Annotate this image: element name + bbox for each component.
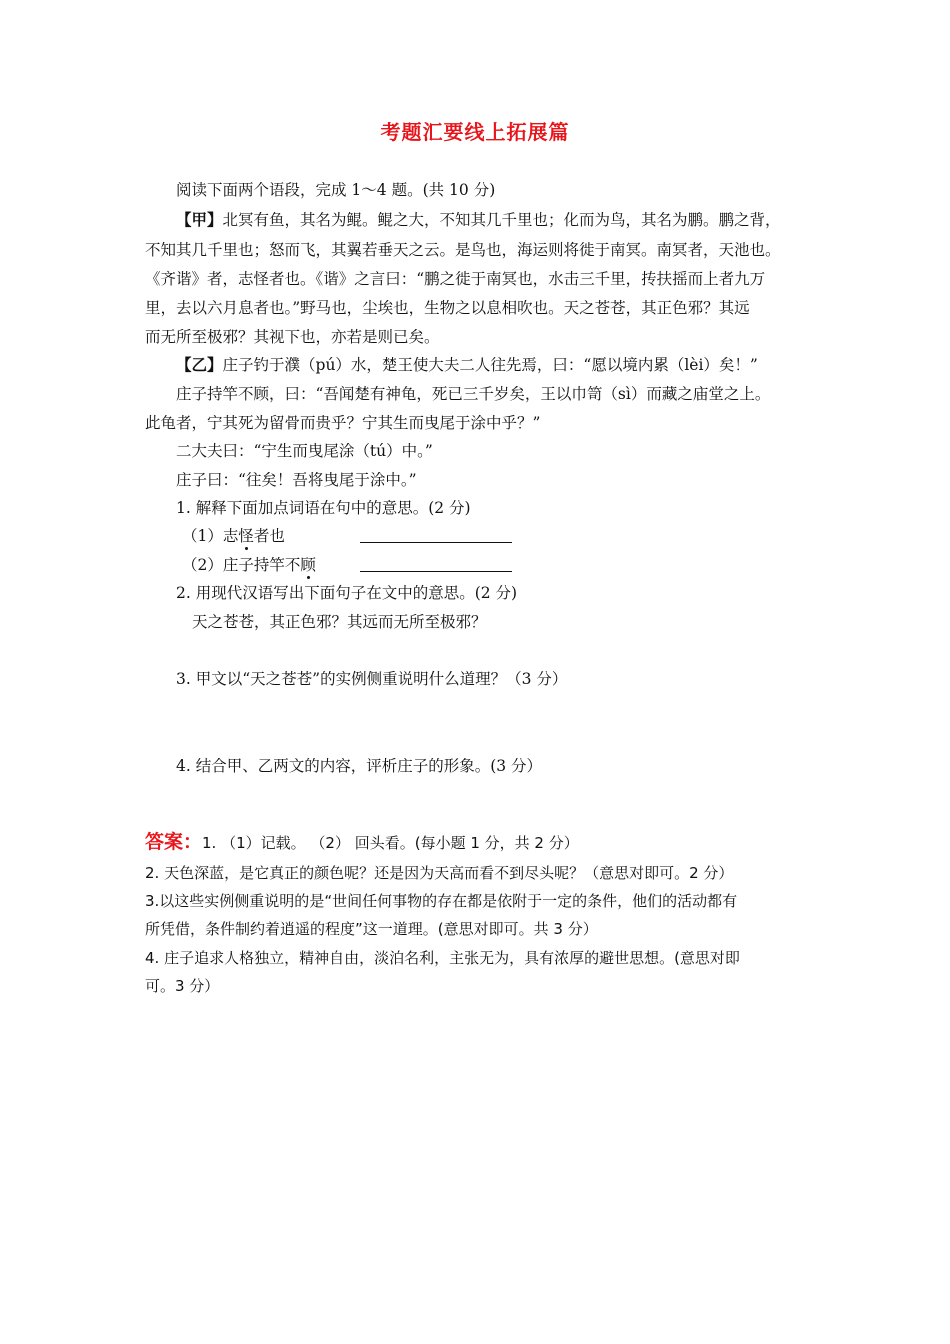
passage-a-line-5: 而无所至极邪？其视下也，亦若是则已矣。	[145, 328, 440, 346]
question-1: 1. 解释下面加点词语在句中的意思。(2 分)	[176, 499, 471, 517]
passage-a-line-2: 不知其几千里也；怒而飞，其翼若垂天之云。是鸟也，海运则将徙于南冥。南冥者，天池也。	[145, 241, 781, 259]
answer-1	[145, 832, 579, 853]
answer-4-line-1: 4. 庄子追求人格独立，精神自由，淡泊名利，主张无为，具有浓厚的避世思想。(意思对即	[145, 949, 740, 967]
passage-a-text: 北冥有鱼，其名为鲲。鲲之大，不知其几千里也；化而为鸟，其名为鹏。鹏之背，	[222, 211, 781, 229]
page-title: 考题汇要线上拓展篇	[380, 120, 570, 144]
answer-2: 2. 天色深蓝，是它真正的颜色呢？还是因为天高而看不到尽头呢？（意思对即可。2 分）	[145, 864, 734, 882]
passage-a-line-4: 里，去以六月息者也。”野马也，尘埃也，生物之以息相吹也。天之苍苍，其正色邪？其远	[145, 299, 750, 317]
q1-1-text-pre: （1）志	[182, 527, 239, 545]
answer-3-line-1: 3.以这些实例侧重说明的是“世间任何事物的存在都是依附于一定的条件，他们的活动都有	[145, 892, 738, 910]
passage-a-line-3: 《齐谐》者，志怪者也。《谐》之言曰：“鹏之徙于南冥也，水击三千里，抟扶摇而上者九万	[145, 270, 766, 288]
answer-label: 答案：	[145, 831, 203, 853]
dotted-word-2: 顾	[300, 556, 316, 574]
passage-b-line-1	[176, 355, 758, 375]
passage-a-tag: 【甲】	[176, 210, 223, 229]
passage-b-line-5: 庄子曰：“往矣！吾将曳尾于涂中。”	[176, 471, 417, 489]
q1-1-text-post: 者也	[253, 527, 285, 545]
answer-blank-2[interactable]	[360, 571, 512, 572]
passage-a-line-1	[176, 210, 781, 230]
passage-b-line-3: 此龟者，宁其死为留骨而贵乎？宁其生而曳尾于涂中乎？”	[145, 414, 541, 432]
dotted-word-1: 怪	[238, 527, 254, 545]
question-2: 2. 用现代汉语写出下面句子在文中的意思。(2 分)	[176, 584, 518, 602]
question-1-item-2	[182, 555, 316, 575]
q1-2-text-pre: （2）庄子持竿不	[182, 556, 301, 574]
question-1-item-1	[182, 526, 285, 546]
answer-4-line-2: 可。3 分）	[145, 977, 220, 995]
answer-1-text: 1. （1）记载。 （2） 回头看。(每小题 1 分，共 2 分）	[202, 834, 579, 852]
answer-3-line-2: 所凭借，条件制约着逍遥的程度”这一道理。(意思对即可。共 3 分）	[145, 920, 598, 938]
passage-b-line-4: 二大夫曰：“宁生而曳尾涂（tú）中。”	[176, 442, 433, 460]
intro-text: 阅读下面两个语段，完成 1～4 题。(共 10 分)	[176, 181, 496, 199]
passage-b-line-2: 庄子持竿不顾，曰：“吾闻楚有神龟，死已三千岁矣，王以巾笥（sì）而藏之庙堂之上。	[176, 385, 771, 403]
passage-b-tag: 【乙】	[176, 355, 223, 374]
question-4: 4. 结合甲、乙两文的内容，评析庄子的形象。(3 分）	[176, 757, 543, 775]
answer-blank-1[interactable]	[360, 542, 512, 543]
question-3: 3. 甲文以“天之苍苍”的实例侧重说明什么道理？（3 分）	[176, 670, 568, 688]
question-2-sentence: 天之苍苍，其正色邪？其远而无所至极邪？	[192, 613, 487, 631]
passage-b-text: 庄子钓于濮（pú）水，楚王使大夫二人往先焉，曰：“愿以境内累（lèi）矣！”	[222, 356, 758, 374]
